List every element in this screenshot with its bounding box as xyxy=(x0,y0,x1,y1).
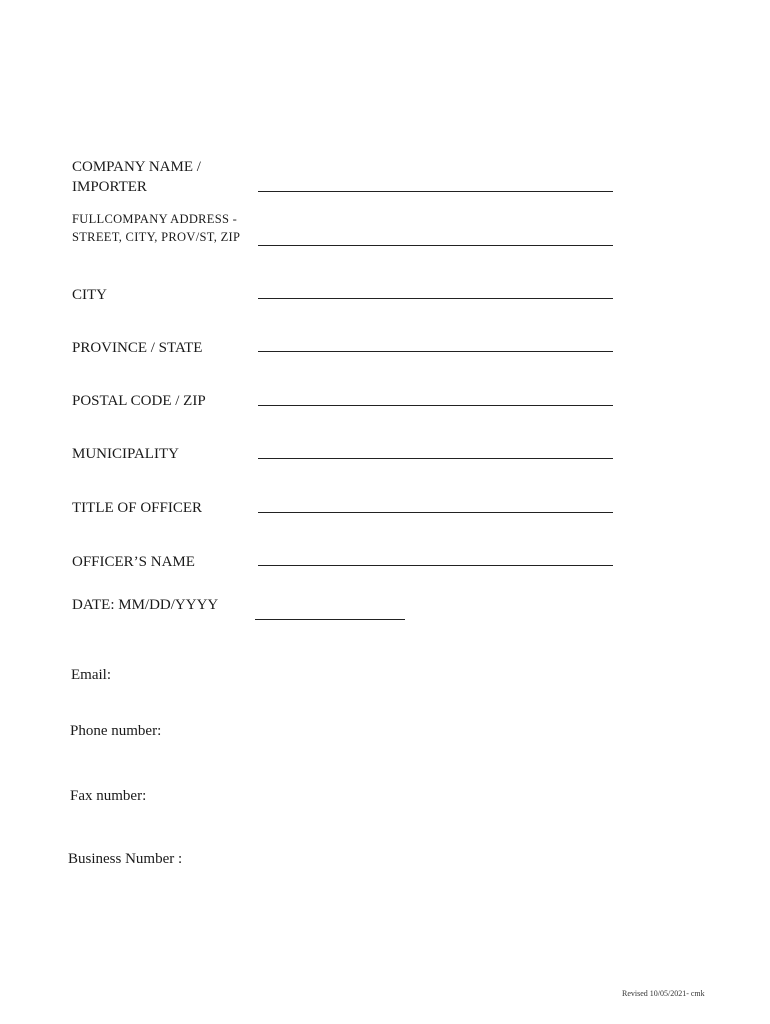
city-field[interactable] xyxy=(258,298,613,299)
officer-title-label: TITLE OF OFFICER xyxy=(72,500,203,516)
officer-name-field[interactable] xyxy=(258,565,613,566)
company-address-field[interactable] xyxy=(258,245,613,246)
date-label: DATE: MM/DD/YYYY xyxy=(72,597,219,613)
officer-name-label: OFFICER’S NAME xyxy=(72,554,195,570)
municipality-field[interactable] xyxy=(258,458,613,459)
company-name-label: COMPANY NAME / IMPORTER xyxy=(72,159,201,195)
date-field[interactable] xyxy=(255,619,405,620)
revision-note: Revised 10/05/2021- cmk xyxy=(622,989,705,998)
phone-number-label: Phone number: xyxy=(70,723,162,739)
municipality-label: MUNICIPALITY xyxy=(72,446,179,462)
postal-code-field[interactable] xyxy=(258,405,613,406)
company-name-field[interactable] xyxy=(258,191,613,192)
postal-code-label: POSTAL CODE / ZIP xyxy=(72,393,206,409)
province-state-label: PROVINCE / STATE xyxy=(72,340,203,356)
email-label: Email: xyxy=(71,667,111,683)
company-address-label: FULLCOMPANY ADDRESS - STREET, CITY, PROV/ST, ZIP xyxy=(72,212,241,244)
fax-number-label: Fax number: xyxy=(70,788,147,804)
province-state-field[interactable] xyxy=(258,351,613,352)
officer-title-field[interactable] xyxy=(258,512,613,513)
city-label: CITY xyxy=(72,287,107,303)
business-number-label: Business Number : xyxy=(68,851,183,867)
